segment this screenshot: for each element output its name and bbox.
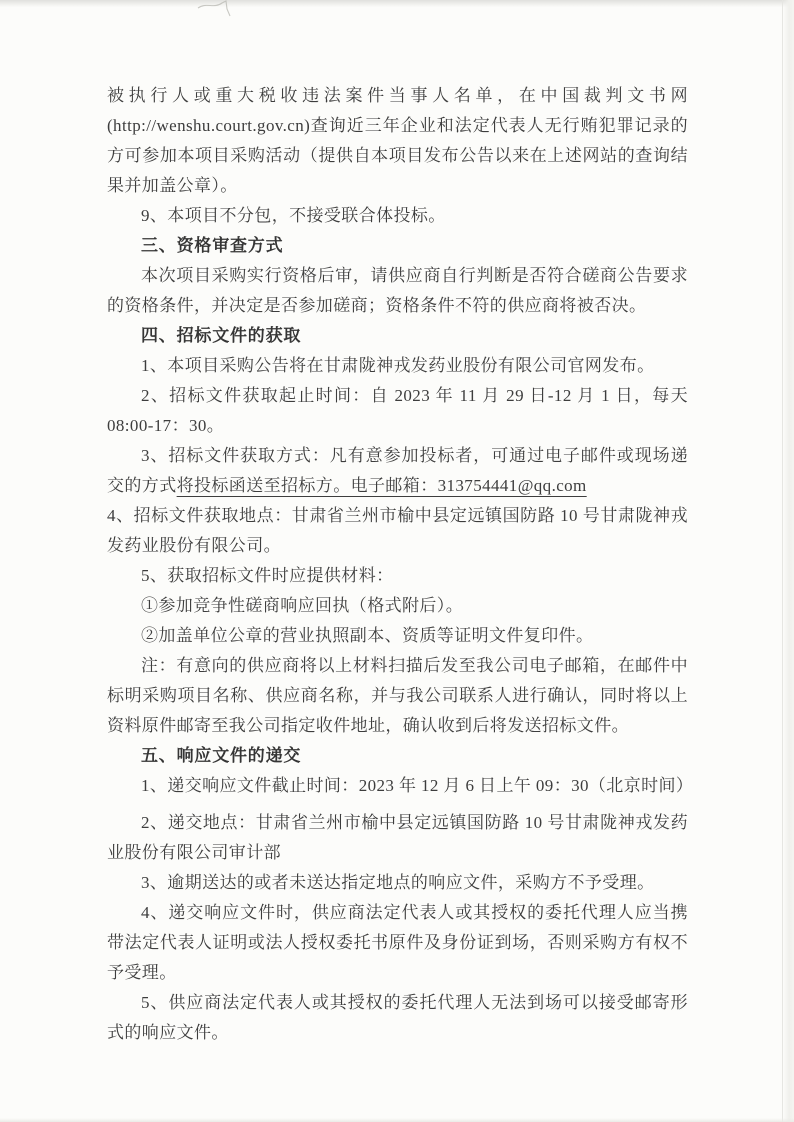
- acquisition-item-location: 4、招标文件获取地点：甘肃省兰州市榆中县定远镇国防路 10 号甘肃陇神戎发药业股份有限公司。: [107, 506, 688, 555]
- submission-item-mailing: 5、供应商法定代表人或其授权的委托代理人无法到场可以接受邮寄形式的响应文件。: [107, 993, 688, 1042]
- acquisition-method-email-underlined: 将投标函送至招标方。电子邮箱：313754441@qq.com: [176, 476, 587, 495]
- carryover-paragraph: [107, 81, 688, 201]
- acquisition-item-method: [107, 441, 688, 501]
- scan-artifact-mark: [196, 0, 244, 23]
- scan-edge-bottom: [0, 1118, 794, 1122]
- acquisition-item-time-window: 2、招标文件获取起止时间：自 2023 年 11 月 29 日-12 月 1 日，每天 08:00-17：30。: [107, 386, 688, 435]
- item-9-no-subcontract: 9、本项目不分包，不接受联合体投标。: [141, 206, 446, 225]
- acquisition-note: 注：有意向的供应商将以上材料扫描后发至我公司电子邮箱，在邮件中标明采购项目名称、供应商名称，并与我公司联系人进行确认，同时将以上资料原件邮寄至我公司指定收件地址，确认收到后将发送招标文件。: [107, 656, 688, 735]
- submission-item-deadline: 1、递交响应文件截止时间：2023 年 12 月 6 日上午 09：30（北京时间）: [141, 776, 694, 795]
- acquisition-item-announcement: 1、本项目采购公告将在甘肃陇神戎发药业股份有限公司官网发布。: [141, 356, 655, 375]
- scan-edge-right: [782, 0, 794, 1122]
- carryover-text-start: 被执行人或重大税收违法案件当事人名单，在中国裁判文书网: [107, 86, 688, 105]
- acquisition-material-receipt: ①参加竞争性磋商响应回执（格式附后）。: [141, 596, 464, 615]
- section-heading-qualification-review: 三、资格审查方式: [141, 236, 284, 255]
- qualification-review-body: 本次项目采购实行资格后审，请供应商自行判断是否符合磋商公告要求的资格条件，并决定是否参加磋商；资格条件不符的供应商将被否决。: [107, 266, 688, 315]
- section-heading-bid-document-acquisition: 四、招标文件的获取: [141, 326, 302, 345]
- submission-item-late-delivery: 3、逾期送达的或者未送达指定地点的响应文件，采购方不予受理。: [141, 873, 655, 892]
- section-heading-response-submission: 五、响应文件的递交: [141, 746, 302, 765]
- document-content: [107, 81, 694, 1048]
- acquisition-item-materials-lead: 5、获取招标文件时应提供材料：: [141, 566, 394, 585]
- acquisition-method-text: 3、招标文件获取方式：凡有意参加投标者，可通过电子邮件或现场递交的方式: [107, 446, 688, 495]
- carryover-text-end: 查询近三年企业和法定代表人无行贿犯罪记录的方可参加本项目采购活动（提供自本项目发布公告以来在上述网站的查询结果并加盖公章）。: [107, 116, 688, 195]
- submission-item-representative: 4、递交响应文件时，供应商法定代表人或其授权的委托代理人应当携带法定代表人证明或法人授权委托书原件及身份证到场，否则采购方有权不予受理。: [107, 903, 688, 982]
- scan-edge-top: [0, 0, 794, 8]
- acquisition-material-license: ②加盖单位公章的营业执照副本、资质等证明文件复印件。: [141, 626, 594, 645]
- submission-item-location: 2、递交地点：甘肃省兰州市榆中县定远镇国防路 10 号甘肃陇神戎发药业股份有限公司审计部: [107, 813, 688, 862]
- court-website-url: (http://wenshu.court.gov.cn): [107, 116, 311, 135]
